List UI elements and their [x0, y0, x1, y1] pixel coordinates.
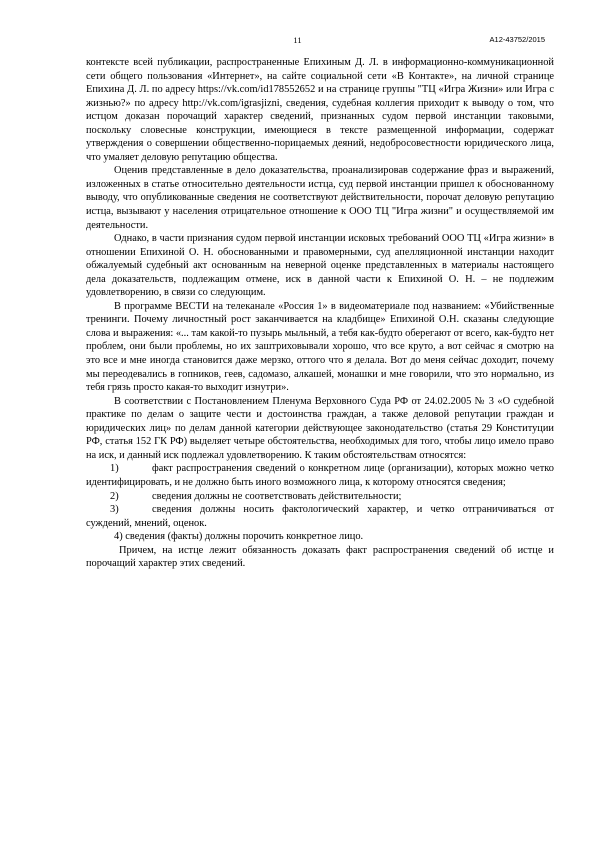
list-number-1: 1) — [110, 463, 119, 475]
list-text-3: сведения должны носить фактологический характер, и четко отграничиваться от суждений, мнений, оценок. — [86, 504, 554, 529]
paragraph-5: В соответствии с Постановлением Пленума Верховного Суда РФ от 24.02.2005 № 3 «О судебной практике по делам о защите чести и достоинства граждан, а также деловой репутации граждан и юридических лиц» по делам данной категории действующее законодательство (статья 29 Конституции РФ, статья 152 ГК РФ) выделяет четыре обстоятельства, необходимых для того, чтобы лицо имело право на иск, и данный иск подлежал удовлетворению. К таким обстоятельствам относятся: — [86, 395, 554, 461]
list-item-2 — [86, 490, 554, 504]
case-number: А12-43752/2015 — [489, 35, 545, 44]
paragraph-7: Причем, на истце лежит обязанность доказать факт распространения сведений об истце и порочащий характер этих сведений. — [86, 544, 554, 570]
list-text-1: факт распространения сведений о конкретном лице (организации), которых можно четко идентифицировать, и не должно быть иного возможного лица, к которому относятся сведения; — [86, 463, 554, 488]
page-number: 11 — [293, 35, 302, 45]
document-body — [86, 56, 554, 571]
list-number-2: 2) — [110, 490, 119, 502]
paragraph-2: Оценив представленные в дело доказательства, проанализировав содержание фраз и выражений, изложенных в статье относительно деятельности истца, суд первой инстанции пришел к обоснованному выводу, что опубликованные сведения не соответствуют действительности, порочат деловую репутацию истца, вызывают у населения отрицательное отношение к ООО ТЦ "Игра жизни" и осуществляемой им деятельности. — [86, 165, 554, 231]
list-item-3 — [86, 503, 554, 530]
list-item-1 — [86, 462, 554, 489]
paragraph-6: 4) сведения (факты) должны порочить конкретное лицо. — [114, 531, 364, 543]
paragraph-3: Однако, в части признания судом первой инстанции исковых требований ООО ТЦ «Игра жизни» в отношении Епихиной О. Н. обоснованными и правомерными, суд апелляционной инстанции находит обжалуемый судебный акт основанным на неверной оценке представленных в материалы настоящего дела доказательств, подлежащим отмене, иск в данной части к Епихиной О. Н. – не подлежим удовлетворению, в связи со следующим. — [86, 233, 554, 299]
paragraph-1: контексте всей публикации, распространенные Епихиным Д. Л. в информационно-коммуникационной сети общего пользования «Интернет», на сайте социальной сети «В Контакте», на личной странице Епихина Д. Л. по адресу https://vk.com/id178552652 и на странице группы "ТЦ «Игра Жизни» или Игра с жизнью?» по адресу http://vk.com/igrasjizni, сведения, судебная коллегия приходит к выводу о том, что истцом доказан порочащий характер сведений, признанных судом первой инстанции таковыми, поскольку словесные конструкции, имеющиеся в тексте размещенной информации, содержат утверждения о совершении общественно-порицаемых деяний, недобросовестности юридического лица, что умаляет деловую репутацию общества. — [86, 57, 554, 163]
list-text-2: сведения должны не соответствовать действительности; — [152, 490, 402, 502]
paragraph-4: В программе ВЕСТИ на телеканале «Россия 1» в видеоматериале под названием: «Убийственные тренинги. Почему личностный рост заканчивается на кладбище» Епихиной О.Н. сказаны следующие слова и выражения: «... там какой-то пузырь мыльный, а тебя как-будто оберегают от всего, как-будто нет проблем, они были проблемы, но их заштриховывали хорошо, что все круто, а вот сейчас я смотрю на это все и мне иногда становится даже мерзко, оттого что я делала. Вот до меня сейчас доходит, почему мы переодевались в гопников, геев, садомазо, алкашей, монашки и мне говорили, что это нормально, из тебя грязь просто какая-то выходит изнутри». — [86, 300, 555, 394]
list-number-3: 3) — [110, 504, 119, 516]
